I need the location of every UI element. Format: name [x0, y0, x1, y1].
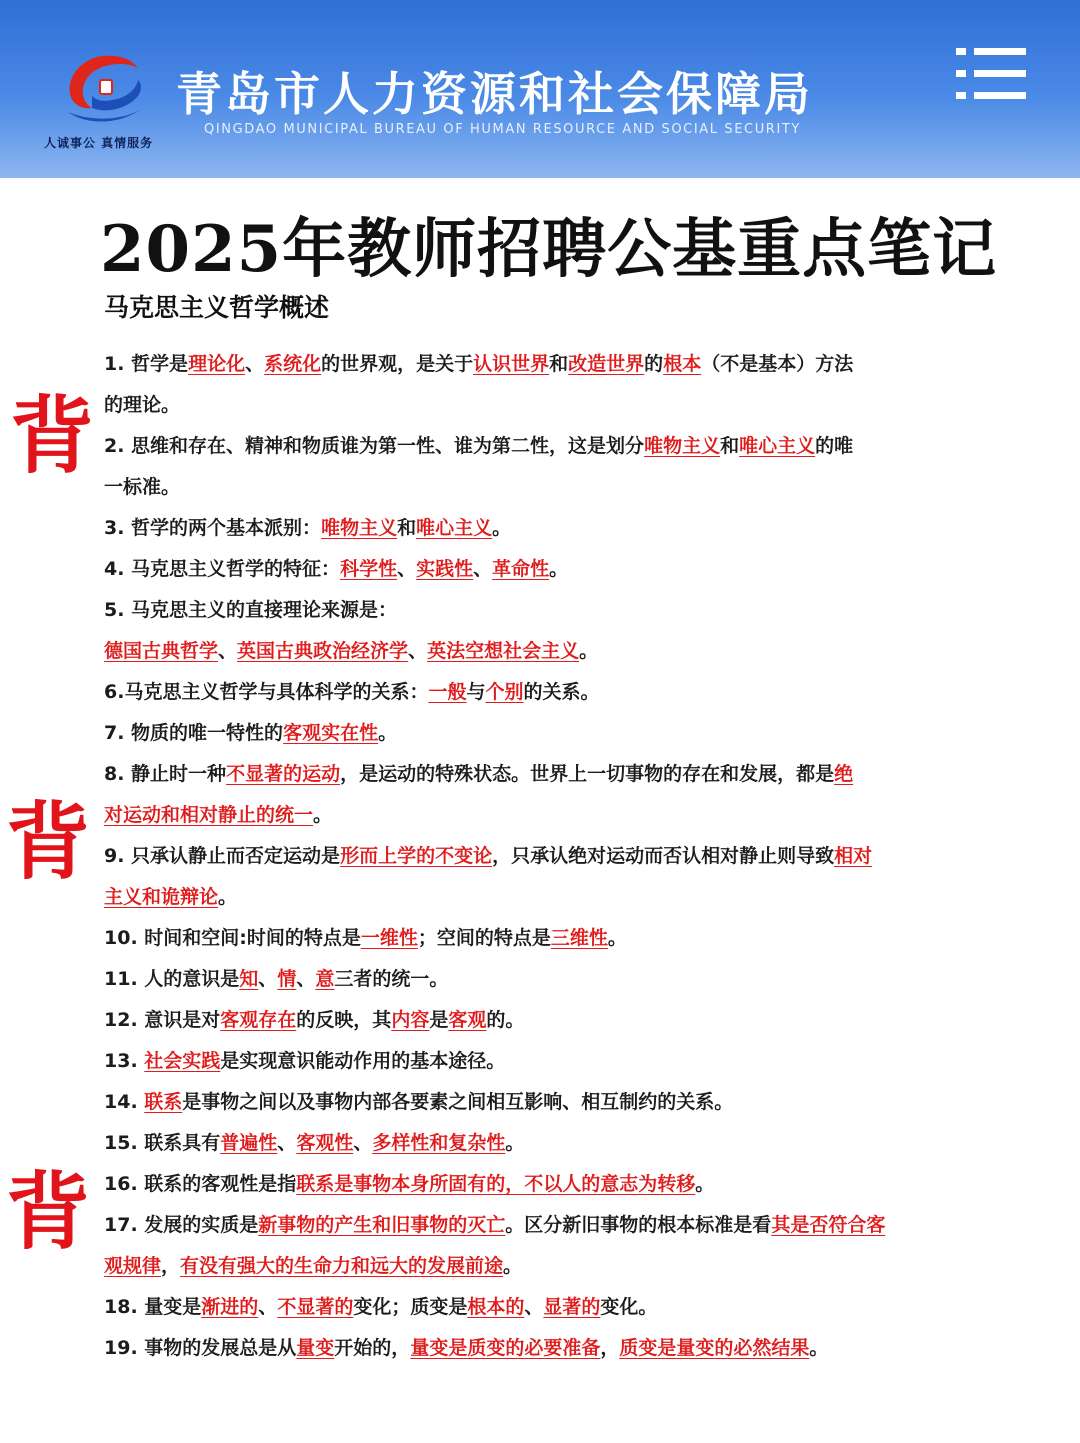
- site-header: [0, 0, 1080, 178]
- menu-icon[interactable]: [956, 46, 1026, 100]
- note-text: 、: [218, 640, 238, 662]
- note-line: [104, 1123, 964, 1164]
- note-text: 、: [408, 640, 428, 662]
- logo-slogan: 人诚事公 真情服务: [44, 136, 154, 150]
- key-term: 英国古典政治经济学: [237, 640, 409, 662]
- note-line: [104, 1000, 964, 1041]
- note-text: 11. 人的意识是: [104, 968, 240, 990]
- key-term: 主义和诡辩论: [104, 886, 219, 908]
- note-text: 的唯: [815, 435, 854, 457]
- note-line: [104, 426, 964, 467]
- note-line: [104, 467, 964, 508]
- section-title: 马克思主义哲学概述: [104, 293, 330, 322]
- note-line: [104, 713, 964, 754]
- note-line: [104, 672, 964, 713]
- note-text: 的理论。: [104, 394, 181, 416]
- note-text: 的。: [486, 1009, 525, 1031]
- note-text: ；空间的特点是: [417, 927, 551, 949]
- note-text: 、: [397, 558, 417, 580]
- note-text: 三者的统一。: [334, 968, 449, 990]
- note-text: ，: [600, 1337, 620, 1359]
- note-text: 。: [549, 558, 569, 580]
- note-text: 、: [258, 968, 278, 990]
- note-text: 、: [353, 1132, 373, 1154]
- note-text: 3. 哲学的两个基本派别：: [104, 517, 322, 539]
- note-text: 是实现意识能动作用的基本途径。: [220, 1050, 506, 1072]
- key-term: 对运动和相对静止的统一: [104, 804, 314, 826]
- note-text: 。: [505, 1132, 525, 1154]
- key-term: 三维性: [550, 927, 608, 949]
- key-term: 一维性: [360, 927, 418, 949]
- key-term: 联系是事物本身所固有的，不以人的意志为转移: [296, 1173, 696, 1195]
- key-term: 意: [315, 968, 335, 990]
- note-text: 的反映，其: [296, 1009, 392, 1031]
- bureau-logo-icon: [62, 50, 146, 128]
- note-text: 。: [695, 1173, 715, 1195]
- note-text: 9. 只承认静止而否定运动是: [104, 845, 341, 867]
- note-text: 和: [549, 353, 569, 375]
- key-term: 量变是质变的必要准备: [410, 1337, 601, 1359]
- note-text: ，只承认绝对运动而否认相对静止则导致: [492, 845, 835, 867]
- key-term: 根本: [663, 353, 702, 375]
- note-text: 。: [607, 927, 627, 949]
- note-line: [104, 590, 964, 631]
- key-term: 情: [277, 968, 297, 990]
- header-title: 青岛市人力资源和社会保障局: [176, 67, 813, 121]
- key-term: 新事物的产生和旧事物的灭亡: [258, 1214, 506, 1236]
- note-line: [104, 549, 964, 590]
- key-term: 革命性: [492, 558, 550, 580]
- note-text: 、: [245, 353, 265, 375]
- note-line: [104, 1287, 964, 1328]
- key-term: 客观存在: [220, 1009, 297, 1031]
- note-text: 一标准。: [104, 476, 181, 498]
- note-line: [104, 836, 964, 877]
- note-text: 18. 量变是: [104, 1296, 202, 1318]
- note-text: 、: [296, 968, 316, 990]
- note-text: 的世界观，是关于: [321, 353, 474, 375]
- key-term: 不显著的: [277, 1296, 354, 1318]
- note-line: [104, 1246, 964, 1287]
- key-term: 有没有强大的生命力和远大的发展前途: [180, 1255, 504, 1277]
- memorize-stamp: 背: [6, 1163, 91, 1261]
- note-text: ，是运动的特殊状态。世界上一切事物的存在和发展，都是: [340, 763, 835, 785]
- memorize-stamp: 背: [6, 793, 91, 891]
- key-term: 理论化: [188, 353, 246, 375]
- note-line: [104, 877, 964, 918]
- key-term: 唯物主义: [321, 517, 398, 539]
- key-term: 英法空想社会主义: [427, 640, 580, 662]
- key-term: 联系: [144, 1091, 183, 1113]
- header-subtitle: QINGDAO MUNICIPAL BUREAU OF HUMAN RESOURCE AND SOCIAL SECURITY: [204, 122, 801, 137]
- note-line: [104, 631, 964, 672]
- note-text: 。: [218, 886, 238, 908]
- key-term: 实践性: [416, 558, 474, 580]
- key-term: 系统化: [264, 353, 322, 375]
- key-term: 相对: [834, 845, 873, 867]
- note-text: 14.: [104, 1091, 145, 1113]
- note-line: [104, 508, 964, 549]
- key-term: 认识世界: [473, 353, 550, 375]
- note-line: [104, 918, 964, 959]
- note-line: [104, 754, 964, 795]
- note-text: ，: [161, 1255, 181, 1277]
- note-line: [104, 385, 964, 426]
- note-text: 。: [492, 517, 512, 539]
- note-text: 变化；质变是: [353, 1296, 468, 1318]
- note-text: 7. 物质的唯一特性的: [104, 722, 284, 744]
- note-text: 是: [429, 1009, 449, 1031]
- note-line: [104, 959, 964, 1000]
- note-text: 。: [579, 640, 599, 662]
- note-line: [104, 1164, 964, 1205]
- note-text: 开始的，: [334, 1337, 411, 1359]
- note-text: 12. 意识是对: [104, 1009, 221, 1031]
- key-term: 其是否符合客: [771, 1214, 886, 1236]
- note-line: [104, 1041, 964, 1082]
- key-term: 形而上学的不变论: [340, 845, 493, 867]
- key-term: 不显著的运动: [226, 763, 341, 785]
- key-term: 客观: [448, 1009, 487, 1031]
- memorize-stamp: 背: [10, 387, 95, 485]
- note-text: 的关系。: [523, 681, 600, 703]
- key-term: 绝: [834, 763, 854, 785]
- note-text: 19. 事物的发展总是从: [104, 1337, 297, 1359]
- note-text: 与: [466, 681, 486, 703]
- key-term: 德国古典哲学: [104, 640, 219, 662]
- note-text: （不是基本）方法: [701, 353, 854, 375]
- key-term: 内容: [391, 1009, 430, 1031]
- key-term: 改造世界: [568, 353, 645, 375]
- note-text: 是事物之间以及事物内部各要素之间相互影响、相互制约的关系。: [182, 1091, 734, 1113]
- note-text: 。: [313, 804, 333, 826]
- key-term: 唯物主义: [644, 435, 721, 457]
- notes-list: [104, 344, 964, 1369]
- note-text: 。: [809, 1337, 829, 1359]
- note-text: 、: [473, 558, 493, 580]
- note-text: 2. 思维和存在、精神和物质谁为第一性、谁为第二性，这是划分: [104, 435, 645, 457]
- key-term: 唯心主义: [739, 435, 816, 457]
- key-term: 观规律: [104, 1255, 162, 1277]
- key-term: 普遍性: [220, 1132, 278, 1154]
- note-text: 变化。: [600, 1296, 658, 1318]
- key-term: 根本的: [467, 1296, 525, 1318]
- key-term: 知: [239, 968, 259, 990]
- note-text: 13.: [104, 1050, 145, 1072]
- note-text: 10. 时间和空间:时间的特点是: [104, 927, 361, 949]
- note-text: 、: [258, 1296, 278, 1318]
- note-line: [104, 344, 964, 385]
- note-text: 和: [720, 435, 740, 457]
- note-text: 、: [524, 1296, 544, 1318]
- note-text: 1. 哲学是: [104, 353, 189, 375]
- key-term: 唯心主义: [416, 517, 493, 539]
- note-text: 5. 马克思主义的直接理论来源是：: [104, 599, 398, 621]
- key-term: 客观实在性: [283, 722, 379, 744]
- key-term: 量变: [296, 1337, 335, 1359]
- note-text: 16. 联系的客观性是指: [104, 1173, 297, 1195]
- note-text: 。区分新旧事物的根本标准是看: [505, 1214, 772, 1236]
- key-term: 渐进的: [201, 1296, 259, 1318]
- note-text: 6.马克思主义哲学与具体科学的关系：: [104, 681, 429, 703]
- key-term: 多样性和复杂性: [372, 1132, 506, 1154]
- note-text: 。: [378, 722, 398, 744]
- note-line: [104, 1328, 964, 1369]
- key-term: 个别: [485, 681, 524, 703]
- note-line: [104, 1205, 964, 1246]
- note-text: 4. 马克思主义哲学的特征：: [104, 558, 341, 580]
- key-term: 客观性: [296, 1132, 354, 1154]
- document-title: 2025年教师招聘公基重点笔记: [100, 212, 998, 287]
- note-text: 、: [277, 1132, 297, 1154]
- key-term: 社会实践: [144, 1050, 221, 1072]
- note-text: 的: [644, 353, 664, 375]
- note-text: 。: [503, 1255, 523, 1277]
- note-line: [104, 795, 964, 836]
- note-text: 8. 静止时一种: [104, 763, 227, 785]
- key-term: 显著的: [543, 1296, 601, 1318]
- key-term: 科学性: [340, 558, 398, 580]
- note-text: 15. 联系具有: [104, 1132, 221, 1154]
- key-term: 一般: [428, 681, 467, 703]
- note-text: 和: [397, 517, 417, 539]
- key-term: 质变是量变的必然结果: [619, 1337, 810, 1359]
- note-line: [104, 1082, 964, 1123]
- note-text: 17. 发展的实质是: [104, 1214, 259, 1236]
